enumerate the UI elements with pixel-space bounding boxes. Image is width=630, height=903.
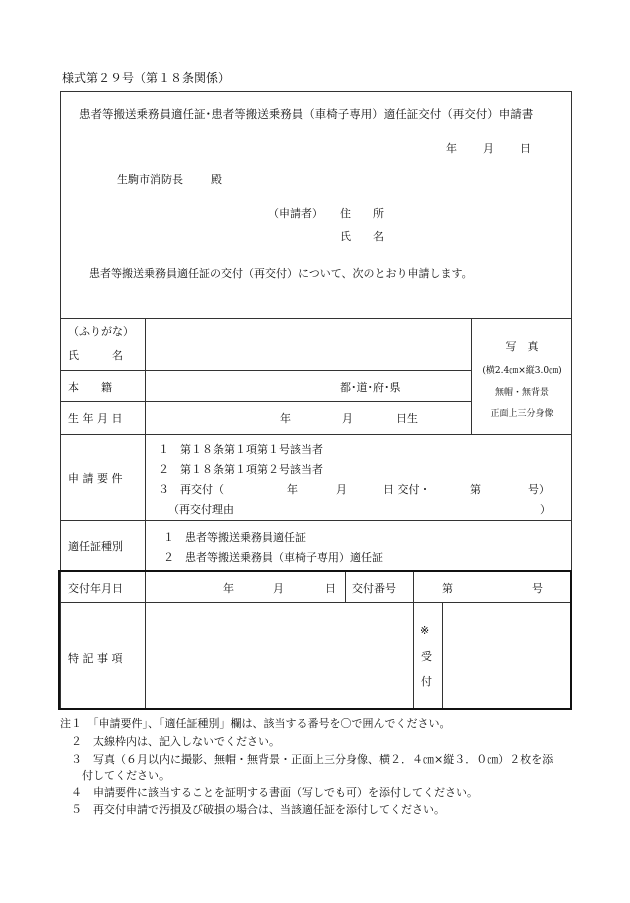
photo-size: (横2.4㎝×縦3.0㎝) [482,366,562,376]
reissue-number-suffix: 号） [528,483,550,496]
birth-year-label: 年 [280,412,291,425]
requirements-label: 申 請 要 件 [68,472,123,485]
name-label: 氏 名 [340,230,384,243]
issue-number-suffix: 号 [532,582,543,595]
requirement-item-2: ２ 第１８条第１項第２号該当者 [158,463,323,476]
birth-day-label: 日生 [396,412,418,425]
honorific: 殿 [211,173,222,186]
uketsuke-char-2: 付 [421,675,432,688]
cert-type-item-1: １ 患者等搬送乗務員適任証 [163,531,306,544]
application-statement: 患者等搬送乗務員適任証の交付（再交付）について、次のとおり申請します。 [89,267,473,280]
note-3: ３ 写真（６月以内に撮影、無帽・無背景・正面上三分身像、横２．４㎝×縦３．０㎝）２枚を添 [60,753,554,766]
uketsuke-mark: ※ [420,624,430,637]
note-1: 注１ 「申請要件」、「適任証種別」欄は、該当する番号を〇で囲んでください。 [60,717,451,730]
applicant-label: （申請者） [268,207,323,220]
note-4: ４ 申請要件に該当することを証明する書面（写しでも可）を添付してください。 [60,786,478,799]
cert-type-item-2: ２ 患者等搬送乗務員（車椅子専用）適任証 [163,551,383,564]
birth-month-label: 月 [342,412,353,425]
office-use-box [58,570,572,710]
note-5: ５ 再交付申請で汚損及び破損の場合は、当該適任証を添付してください。 [60,803,445,816]
birthdate-label: 生 年 月 日 [68,412,123,425]
photo-title: 写 真 [505,340,539,353]
honseki-prefecture: 都･道･府･県 [340,381,401,394]
date-day-label: 日 [520,142,531,155]
date-year-label: 年 [446,142,457,155]
form-number: 様式第２９号（第１８条関係） [62,71,231,85]
requirement-item-1: １ 第１８条第１項第１号該当者 [158,443,323,456]
name-row-label: 氏 名 [68,349,123,362]
note-2: ２ 太線枠内は、記入しないでください。 [60,735,280,748]
photo-condition-1: 無帽・無背景 [494,388,549,398]
honseki-label: 本 籍 [68,381,112,394]
reissue-reason-label: （再交付理由 [168,503,234,516]
reissue-day-label: 日 交付・ [383,483,431,496]
issue-number-label: 交付番号 [352,582,396,595]
form-title: 患者等搬送乗務員適任証･患者等搬送乗務員（車椅子専用）適任証交付（再交付）申請書 [79,107,534,121]
issue-date-label: 交付年月日 [68,582,123,595]
date-month-label: 月 [483,142,494,155]
issue-year-label: 年 [223,582,234,595]
addressee: 生駒市消防長 [117,173,183,186]
issue-number-prefix: 第 [442,582,453,595]
photo-condition-2: 正面上三分身像 [490,409,554,419]
address-label: 住 所 [340,207,384,220]
remarks-label: 特 記 事 項 [68,652,123,665]
furigana-label: （ふりがな） [68,325,134,338]
reissue-month-label: 月 [336,483,347,496]
issue-day-label: 日 [325,582,336,595]
uketsuke-char-1: 受 [421,650,432,663]
reissue-number-prefix: 第 [470,483,481,496]
cert-type-label: 適任証種別 [68,540,123,553]
issue-month-label: 月 [273,582,284,595]
reissue-year-label: 年 [287,483,298,496]
requirement-item-3: ３ 再交付（ [158,483,224,496]
reissue-reason-close: ） [540,503,551,516]
note-3-cont: 付してください。 [60,769,170,782]
